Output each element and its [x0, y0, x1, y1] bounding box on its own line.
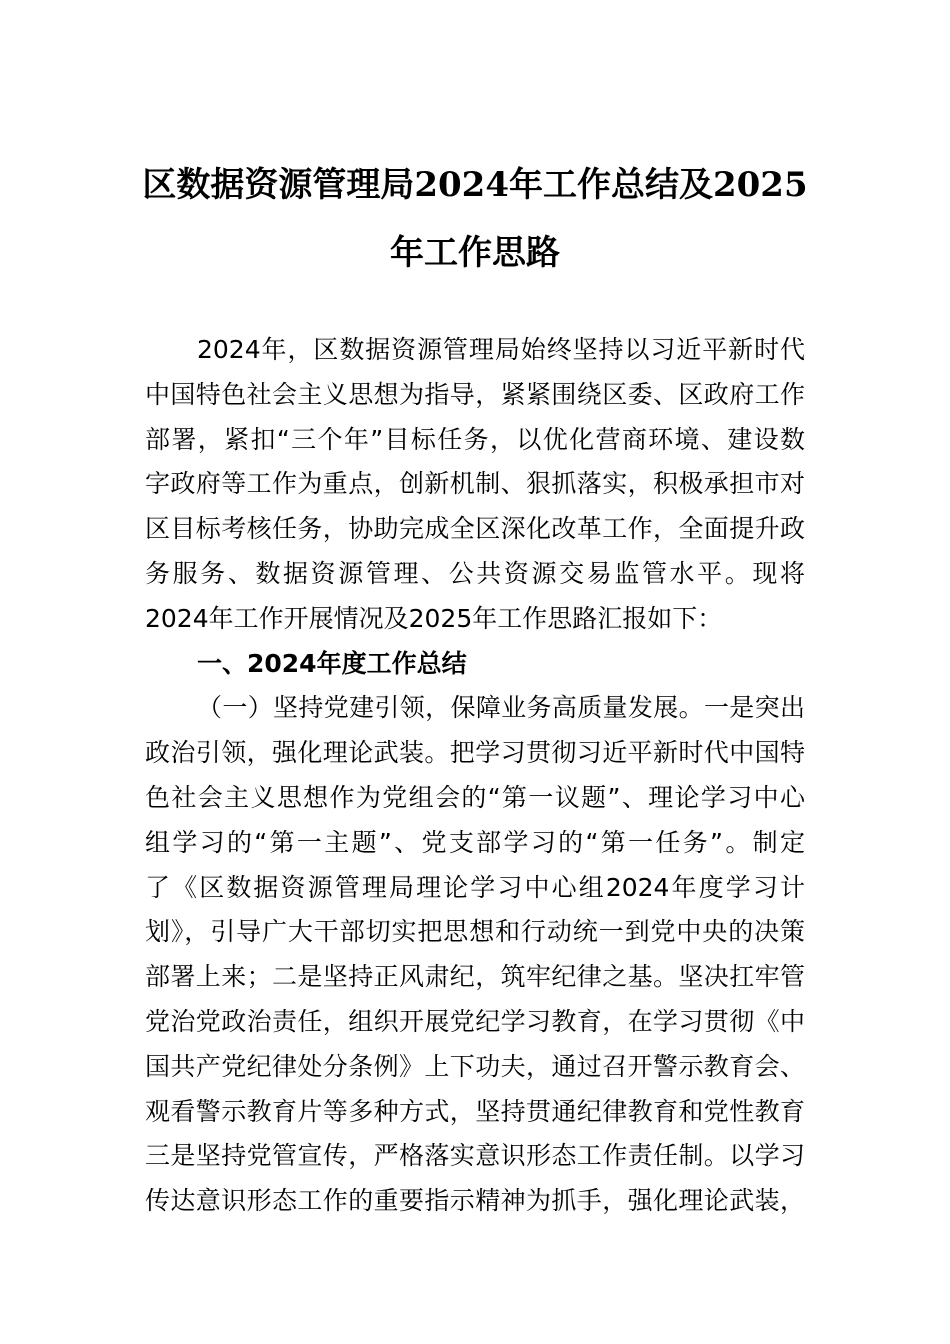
- paragraph-line: 了《区数据资源管理局理论学习中心组2024年度学习计: [145, 872, 805, 902]
- paragraph-line: 传达意识形态工作的重要指示精神为抓手，强化理论武装，: [145, 1186, 805, 1216]
- paragraph-line: 部署上来；二是坚持正风肃纪，筑牢纪律之基。坚决扛牢管: [145, 962, 805, 992]
- paragraph-line: 观看警示教育片等多种方式，坚持贯通纪律教育和党性教育: [145, 1096, 805, 1126]
- paragraph-line: （一）坚持党建引领，保障业务高质量发展。一是突出: [197, 693, 805, 723]
- paragraph-line: 务服务、数据资源管理、公共资源交易监管水平。现将: [145, 559, 805, 588]
- paragraph-line: 三是坚持党管宣传，严格落实意识形态工作责任制。以学习: [145, 1141, 805, 1171]
- paragraph-line: 国共产党纪律处分条例》上下功夫，通过召开警示教育会、: [145, 1051, 805, 1081]
- paragraph-line: 部署，紧扣“三个年”目标任务，以优化营商环境、建设数: [145, 424, 805, 454]
- paragraph-line: 党治党政治责任，组织开展党纪学习教育，在学习贯彻《中: [145, 1007, 805, 1036]
- paragraph-line: 中国特色社会主义思想为指导，紧紧围绕区委、区政府工作: [145, 379, 805, 409]
- section-heading: 一、2024年度工作总结: [197, 648, 467, 678]
- paragraph-line: 字政府等工作为重点，创新机制、狠抓落实，积极承担市对: [145, 469, 805, 499]
- paragraph-line: 2024年工作开展情况及2025年工作思路汇报如下：: [145, 603, 723, 633]
- paragraph-line: 划》，引导广大干部切实把思想和行动统一到党中央的决策: [145, 917, 805, 947]
- paragraph-line: 2024年，区数据资源管理局始终坚持以习近平新时代: [197, 335, 805, 364]
- paragraph-line: 政治引领，强化理论武装。把学习贯彻习近平新时代中国特: [145, 738, 805, 768]
- paragraph-line: 区目标考核任务，协助完成全区深化改革工作，全面提升政: [145, 514, 805, 544]
- document-title-line-2: 年工作思路: [390, 233, 560, 273]
- document-title-line-1: 区数据资源管理局2024年工作总结及2025: [142, 165, 808, 205]
- paragraph-line: 色社会主义思想作为党组会的“第一议题”、理论学习中心: [145, 783, 805, 812]
- paragraph-line: 组学习的“第一主题”、党支部学习的“第一任务”。制定: [145, 827, 805, 857]
